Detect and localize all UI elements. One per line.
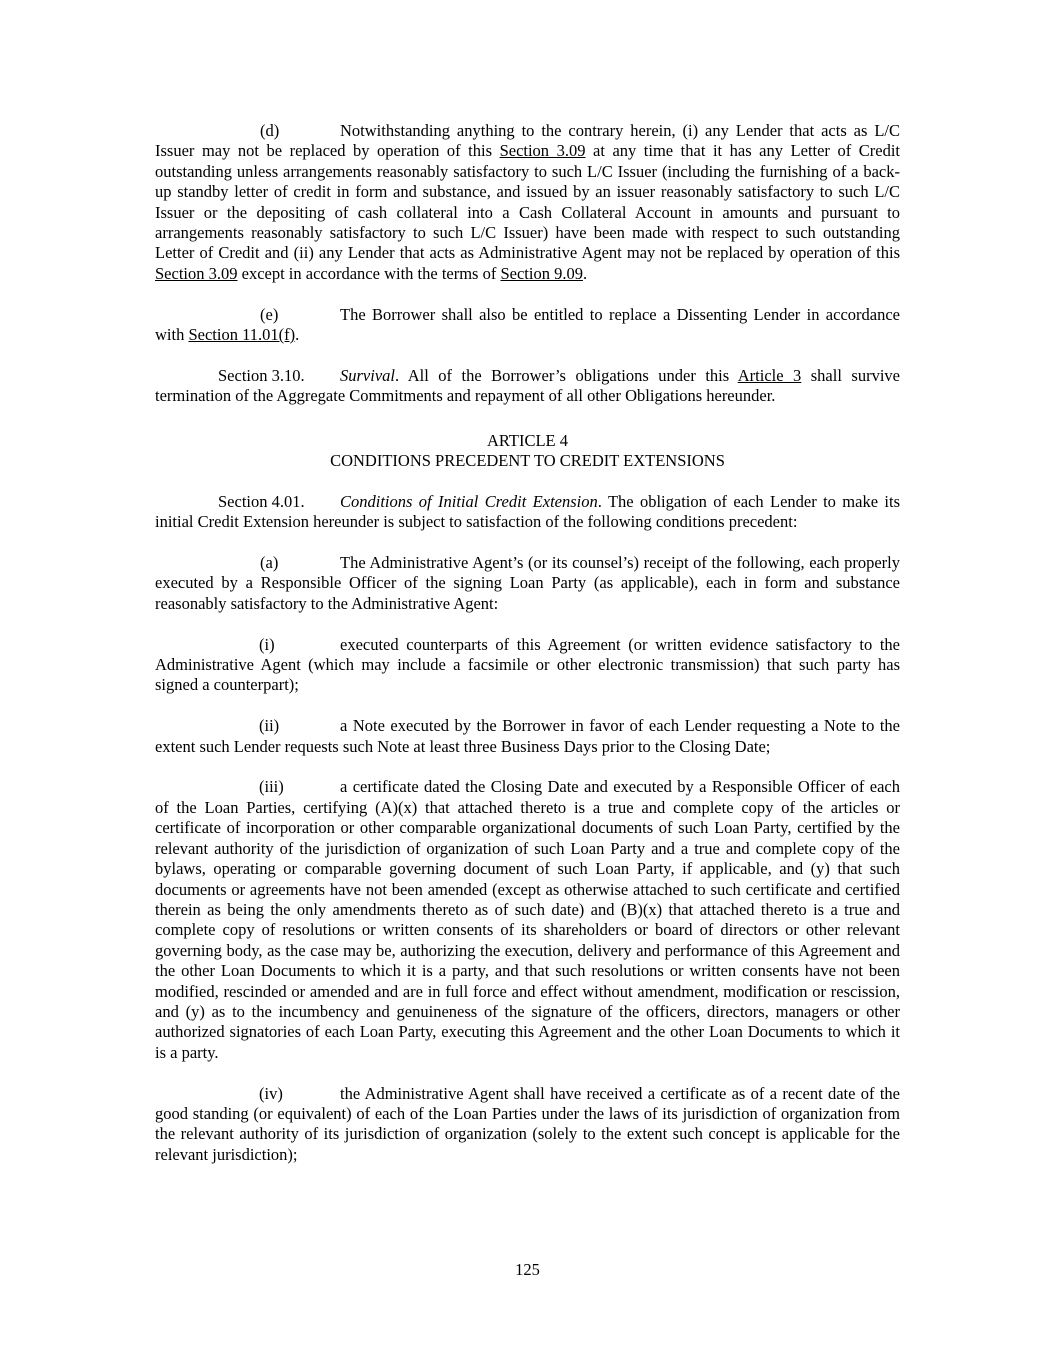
clause-label-a: (a): [260, 553, 279, 573]
section-3-09-reference: Section 3.09: [155, 263, 238, 283]
page-number: 125: [515, 1260, 540, 1279]
article-4-heading: [155, 431, 900, 472]
body-text: Notwithstanding anything to the contrary herein, (i) any Lender that acts as L/C Issuer may not be replaced by operation of this: [155, 121, 900, 161]
section-3-10-label: Section 3.10.: [218, 365, 305, 385]
clause-iii: [155, 777, 900, 1063]
body-text: The Administrative Agent’s (or its counsel’s) receipt of the following, each properly executed by a Responsible Officer of the signing Loan Party (as applicable), each in form and substance reasonably satisfactory to the Administrative Agent:: [155, 553, 900, 613]
paragraph-a: [155, 553, 900, 614]
body-text: . All of the Borrower’s obligations under this: [395, 365, 738, 385]
body-text: .: [295, 325, 300, 345]
paragraph-section-3-10: [155, 366, 900, 407]
clause-label-iv: (iv): [259, 1083, 283, 1103]
paragraph-d: [155, 121, 900, 284]
section-title-survival: Survival: [340, 365, 395, 385]
paragraph-e: [155, 305, 900, 346]
clause-label-e: (e): [260, 304, 279, 324]
section-3-09-reference: Section 3.09: [499, 141, 586, 161]
clause-label-ii: (ii): [259, 716, 280, 736]
clause-ii: [155, 716, 900, 757]
section-title-conditions: Conditions of Initial Credit Extension: [340, 491, 598, 511]
clause-i: [155, 635, 900, 696]
body-text: except in accordance with the terms of: [237, 263, 501, 283]
body-text: The Borrower shall also be entitled to replace a Dissenting Lender in accordance with: [155, 304, 900, 345]
article-4-title: ARTICLE 4: [486, 430, 569, 450]
clause-label-iii: (iii): [259, 777, 284, 797]
body-text: .: [582, 263, 588, 283]
clause-iv: [155, 1084, 900, 1166]
body-text: the Administrative Agent shall have received a certificate as of a recent date of the good standing (or equivalent) of each of the Loan Parties under the laws of its jurisdiction of organization from the relevant authority of its jurisdiction of organization (solely to the extent such concept is applicable for the relevant jurisdiction);: [155, 1083, 900, 1164]
paragraph-section-4-01: [155, 492, 900, 533]
body-text: at any time that it has any Letter of Credit outstanding unless arrangements reasonably satisfactory to such L/C Issuer (including the furnishing of a back-up standby letter of credit in form and substance, and issued by an issuer reasonably satisfactory to such L/C Issuer or the depositing of cash collateral into a Cash Collateral Account in amounts and pursuant to arrangements reasonably satisfactory to such L/C Issuer) have been made with respect to such outstanding Letter of Credit and (ii) any Lender that acts as Administrative Agent may not be replaced by operation of this: [155, 141, 900, 263]
section-4-01-label: Section 4.01.: [218, 491, 305, 511]
clause-label-d: (d): [260, 121, 280, 140]
section-11-01f-reference: Section 11.01(f): [188, 325, 296, 345]
clause-label-i: (i): [259, 634, 275, 654]
body-text: executed counterparts of this Agreement (or written evidence satisfactory to the Administrative Agent (which may include a facsimile or other electronic transmission) that such party has signed a counterpart);: [155, 634, 900, 695]
body-text: a certificate dated the Closing Date and executed by a Responsible Officer of each of the Loan Parties, certifying (A)(x) that attached thereto is a true and complete copy of the articles or certificate of incorporation or other comparable organizational documents of such Loan Party, certified by the relevant authority of the jurisdiction of organization of such Loan Party and a true and complete copy of the bylaws, operating or comparable governing document of such Loan Party, if applicable, and (y) that such documents or agreements have not been amended (except as otherwise attached to such certificate and certified therein as being the only amendments thereto as of such date) and (B)(x) that attached thereto is a true and complete copy of resolutions or written consents of its shareholders or board of directors or other relevant governing body, as the case may be, authorizing the execution, delivery and performance of this Agreement and the other Loan Documents to which it is a party, and that such resolutions or written consents have not been modified, rescinded or amended and are in full force and effect without amendment, modification or rescission, and (y) as to the incumbency and genuineness of the signature of the officers, directors, managers or other authorized signatories of each Loan Party, executing this Agreement and the other Loan Documents to which it is a party.: [155, 777, 900, 1062]
body-text: shall survive termination of the Aggregate Commitments and repayment of all other Obligations hereunder.: [155, 365, 900, 406]
body-text: a Note executed by the Borrower in favor of each Lender requesting a Note to the extent such Lender requests such Note at least three Business Days prior to the Closing Date;: [155, 716, 900, 756]
article-3-reference: Article 3: [737, 365, 802, 385]
body-text: . The obligation of each Lender to make its initial Credit Extension hereunder is subject to satisfaction of the following conditions precedent:: [155, 491, 900, 532]
article-4-subtitle: CONDITIONS PRECEDENT TO CREDIT EXTENSIONS: [330, 451, 725, 471]
section-9-09-reference: Section 9.09: [500, 263, 583, 283]
